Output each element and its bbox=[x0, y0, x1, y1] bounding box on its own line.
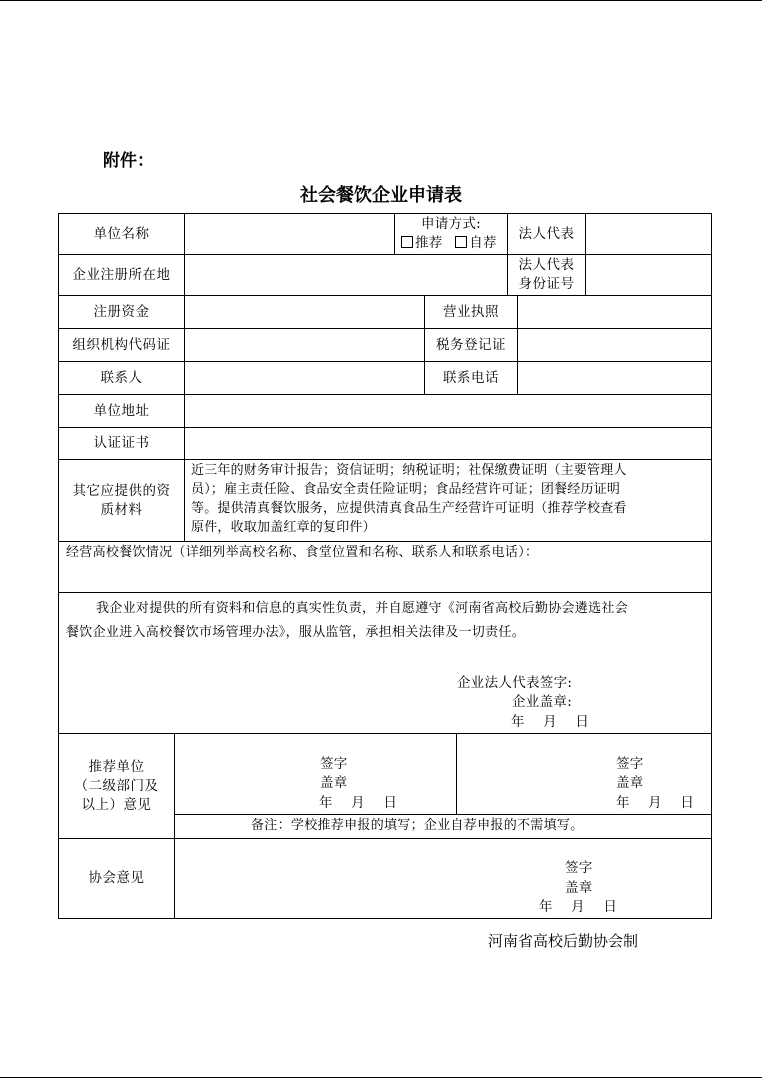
apply-method-options bbox=[401, 234, 497, 253]
company-seal-label: 企业盖章: bbox=[512, 694, 573, 710]
declaration-date: 年 月 日 bbox=[511, 714, 590, 730]
other-materials-desc-line: 原件，收取加盖红章的复印件） bbox=[191, 520, 376, 535]
other-materials-desc-line: 员）；雇主责任险、食品安全责任险证明；食品经营许可证；团餐经历证明 bbox=[191, 482, 621, 497]
association-sign-label: 签字 bbox=[565, 860, 593, 876]
tax-registration-label: 税务登记证 bbox=[436, 336, 506, 353]
unit-address-label: 单位地址 bbox=[93, 402, 150, 419]
table-line bbox=[184, 213, 185, 542]
registration-location-label: 企业注册所在地 bbox=[72, 266, 171, 283]
legal-rep-id-line-2: 身份证号 bbox=[518, 276, 575, 292]
table-line bbox=[711, 213, 712, 919]
self-recommend-option-label: 自荐 bbox=[469, 235, 497, 251]
recommender-sign-label-2: 签字 bbox=[616, 756, 644, 772]
recommender-line-2: （二级部门及 bbox=[74, 777, 159, 794]
other-materials-desc-line: 等。提供清真餐饮服务，应提供清真食品生产经营许可证明（推荐学校查看 bbox=[191, 501, 627, 516]
recommender-seal-label: 盖章 bbox=[320, 775, 348, 791]
remark-text: 备注：学校推荐申报的填写；企业自荐申报的不需填写。 bbox=[251, 818, 584, 833]
apply-method-label: 申请方式: bbox=[420, 216, 482, 232]
other-materials-desc-line: 近三年的财务审计报告；资信证明；纳税证明；社保缴费证明（主要管理人 bbox=[191, 463, 627, 478]
contact-phone-label: 联系电话 bbox=[443, 369, 499, 386]
footer-issuer: 河南省高校后勤协会制 bbox=[488, 932, 639, 950]
table-line bbox=[517, 295, 518, 395]
table-line bbox=[456, 733, 457, 815]
page-top-border bbox=[0, 0, 762, 1]
contact-person-label: 联系人 bbox=[100, 369, 143, 386]
declaration-line-1: 我企业对提供的所有资料和信息的真实性负责，并自愿遵守《河南省高校后勤协会遴选社会 bbox=[96, 601, 629, 616]
unit-name-label: 单位名称 bbox=[93, 225, 150, 242]
table-line bbox=[585, 254, 586, 296]
other-materials-label bbox=[59, 460, 184, 541]
legal-rep-signature-label: 企业法人代表签字: bbox=[457, 675, 573, 691]
recommender-line-3: 以上）意见 bbox=[81, 796, 152, 813]
other-materials-description bbox=[191, 461, 627, 537]
declaration-line-2: 餐饮企业进入高校餐饮市场管理办法》，服从监管，承担相关法律及一切责任。 bbox=[66, 625, 526, 640]
table-line bbox=[174, 733, 175, 919]
table-line bbox=[174, 814, 712, 815]
registered-capital-label: 注册资金 bbox=[93, 303, 150, 320]
legal-rep-id-line-1: 法人代表 bbox=[518, 257, 575, 273]
legal-rep-label: 法人代表 bbox=[518, 225, 575, 242]
recommend-checkbox[interactable] bbox=[401, 236, 413, 248]
self-recommend-checkbox[interactable] bbox=[455, 236, 467, 248]
org-code-label: 组织机构代码证 bbox=[72, 336, 171, 353]
attachment-label: 附件： bbox=[103, 151, 154, 171]
table-line bbox=[58, 541, 712, 542]
certification-label: 认证证书 bbox=[93, 435, 150, 451]
catering-status-label: 经营高校餐饮情况（详细列举高校名称、食堂位置和名称、联系人和联系电话）： bbox=[66, 545, 539, 560]
association-seal-label: 盖章 bbox=[565, 880, 593, 896]
business-license-label: 营业执照 bbox=[443, 303, 499, 320]
recommender-line-1: 推荐单位 bbox=[88, 758, 145, 775]
recommender-opinion-label bbox=[59, 734, 174, 838]
recommender-date: 年 月 日 bbox=[319, 795, 398, 811]
association-opinion-label: 协会意见 bbox=[88, 870, 145, 886]
table-line bbox=[58, 918, 712, 919]
page-bottom-border bbox=[0, 1077, 762, 1078]
recommend-option-label: 推荐 bbox=[415, 235, 443, 251]
other-materials-line-1: 其它应提供的资 bbox=[72, 482, 171, 499]
recommender-seal-label-2: 盖章 bbox=[616, 775, 644, 791]
recommender-sign-label: 签字 bbox=[320, 756, 348, 772]
legal-rep-id-label bbox=[508, 255, 585, 295]
form-title: 社会餐饮企业申请表 bbox=[300, 185, 462, 206]
other-materials-line-2: 质材料 bbox=[100, 501, 143, 518]
association-date: 年 月 日 bbox=[539, 899, 618, 915]
recommender-date-2: 年 月 日 bbox=[616, 795, 695, 811]
table-line bbox=[585, 213, 586, 255]
